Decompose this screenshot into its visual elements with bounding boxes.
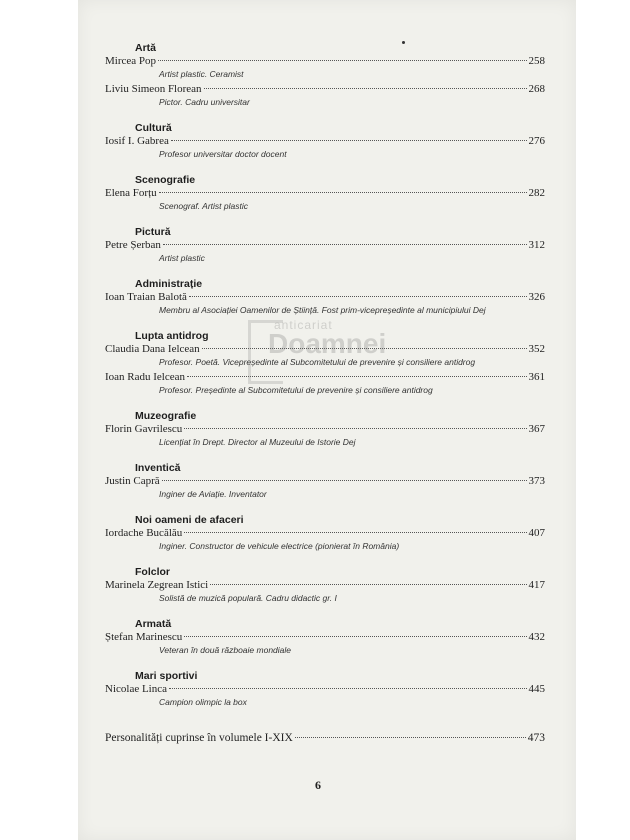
toc-entry xyxy=(105,187,545,200)
entry-description: Solistă de muzică populară. Cadru didactic gr. I xyxy=(159,593,337,603)
section-title: Cultură xyxy=(135,122,172,134)
entry-name: Justin Capră xyxy=(105,475,160,487)
section-title: Pictură xyxy=(135,226,171,238)
toc-entry xyxy=(105,83,545,96)
dot-leader xyxy=(159,192,527,193)
entry-description: Profesor. Poetă. Vicepreședinte al Subcomitetului de prevenire și consiliere antidrog xyxy=(159,357,476,367)
final-entry-name: Personalități cuprinse în volumele I-XIX xyxy=(105,732,293,744)
entry-description: Profesor. Președinte al Subcomitetului de prevenire și consiliere antidrog xyxy=(159,385,433,395)
section-title: Mari sportivi xyxy=(135,670,198,682)
entry-page-number: 258 xyxy=(528,55,545,67)
toc-section xyxy=(105,122,545,160)
entry-page-number: 352 xyxy=(528,343,545,355)
entry-page-number: 445 xyxy=(528,683,545,695)
dot-leader xyxy=(171,140,527,141)
entry-page-number: 367 xyxy=(528,423,545,435)
toc-section xyxy=(105,174,545,212)
toc-entry xyxy=(105,423,545,436)
entry-page-number: 432 xyxy=(528,631,545,643)
entry-name: Elena Forțu xyxy=(105,187,157,199)
entry-name: Claudia Dana Ielcean xyxy=(105,343,200,355)
entry-name: Iordache Bucălău xyxy=(105,527,183,539)
toc-section xyxy=(105,618,545,656)
entry-page-number: 268 xyxy=(528,83,545,95)
toc-section xyxy=(105,410,545,448)
toc-entry xyxy=(105,527,545,540)
entry-page-number: 312 xyxy=(528,239,545,251)
toc-section xyxy=(105,278,545,316)
table-of-contents xyxy=(105,42,545,745)
watermark-small-text: anticariat xyxy=(274,318,333,332)
entry-description: Scenograf. Artist plastic xyxy=(159,201,248,211)
entry-name: Liviu Simeon Florean xyxy=(105,83,202,95)
section-title: Inventică xyxy=(135,462,181,474)
entry-description: Pictor. Cadru universitar xyxy=(159,97,250,107)
section-title: Artă xyxy=(135,42,157,54)
entry-name: Florin Gavrilescu xyxy=(105,423,183,435)
toc-section xyxy=(105,566,545,604)
entry-page-number: 276 xyxy=(528,135,545,147)
entry-description: Artist plastic xyxy=(159,253,205,263)
section-title: Noi oameni de afaceri xyxy=(135,514,244,526)
toc-entry xyxy=(105,291,545,304)
watermark-logo xyxy=(248,318,408,388)
dot-leader xyxy=(189,296,527,297)
dot-leader xyxy=(158,60,526,61)
dot-leader xyxy=(163,244,527,245)
page-number: 6 xyxy=(315,778,321,792)
toc-entry xyxy=(105,475,545,488)
section-title: Scenografie xyxy=(135,174,196,186)
entry-page-number: 326 xyxy=(528,291,545,303)
toc-section xyxy=(105,462,545,500)
entry-name: Iosif I. Gabrea xyxy=(105,135,169,147)
entry-description: Profesor universitar doctor docent xyxy=(159,149,287,159)
entry-name: Mircea Pop xyxy=(105,55,157,67)
entry-name: Nicolae Linca xyxy=(105,683,167,695)
entry-name: Marinela Zegrean Istici xyxy=(105,579,209,591)
entry-page-number: 373 xyxy=(528,475,545,487)
dot-leader xyxy=(184,532,526,533)
toc-section xyxy=(105,670,545,708)
section-title: Lupta antidrog xyxy=(135,330,209,342)
toc-entry xyxy=(105,631,545,644)
entry-page-number: 417 xyxy=(528,579,545,591)
entry-page-number: 282 xyxy=(528,187,545,199)
final-entry-page: 473 xyxy=(527,732,545,744)
dot-leader xyxy=(169,688,527,689)
entry-description: Membru al Asociației Oamenilor de Știință. Fost prim-vicepreședinte al municipiului Dej xyxy=(159,305,486,315)
entry-description: Campion olimpic la box xyxy=(159,697,247,707)
entry-description: Inginer. Constructor de vehicule electrice (pionierat în România) xyxy=(159,541,400,551)
entry-name: Petre Șerban xyxy=(105,239,161,251)
toc-entry xyxy=(105,579,545,592)
dot-leader xyxy=(184,428,526,429)
section-title: Folclor xyxy=(135,566,171,578)
dot-leader xyxy=(295,737,526,738)
entry-description: Inginer de Aviație. Inventator xyxy=(159,489,267,499)
dot-leader xyxy=(210,584,526,585)
toc-section xyxy=(105,42,545,108)
toc-entry xyxy=(105,55,545,68)
entry-page-number: 361 xyxy=(528,371,545,383)
section-title: Administrație xyxy=(135,278,203,290)
entry-name: Ioan Traian Balotă xyxy=(105,291,187,303)
entry-description: Licențiat în Drept. Director al Muzeului de Istorie Dej xyxy=(159,437,356,447)
toc-section xyxy=(105,226,545,264)
section-title: Armată xyxy=(135,618,172,630)
toc-entry xyxy=(105,683,545,696)
entry-page-number: 407 xyxy=(528,527,545,539)
entry-name: Ioan Radu Ielcean xyxy=(105,371,186,383)
entry-name: Ștefan Marinescu xyxy=(105,631,183,643)
entry-description: Artist plastic. Ceramist xyxy=(159,69,244,79)
toc-entry xyxy=(105,135,545,148)
final-entry xyxy=(105,732,545,745)
dot-leader xyxy=(162,480,527,481)
toc-section xyxy=(105,514,545,552)
entry-description: Veteran în două războaie mondiale xyxy=(159,645,291,655)
section-title: Muzeografie xyxy=(135,410,197,422)
toc-entry xyxy=(105,239,545,252)
dot-leader xyxy=(184,636,526,637)
watermark-big-text: Doamnei xyxy=(268,328,387,359)
dot-leader xyxy=(204,88,527,89)
